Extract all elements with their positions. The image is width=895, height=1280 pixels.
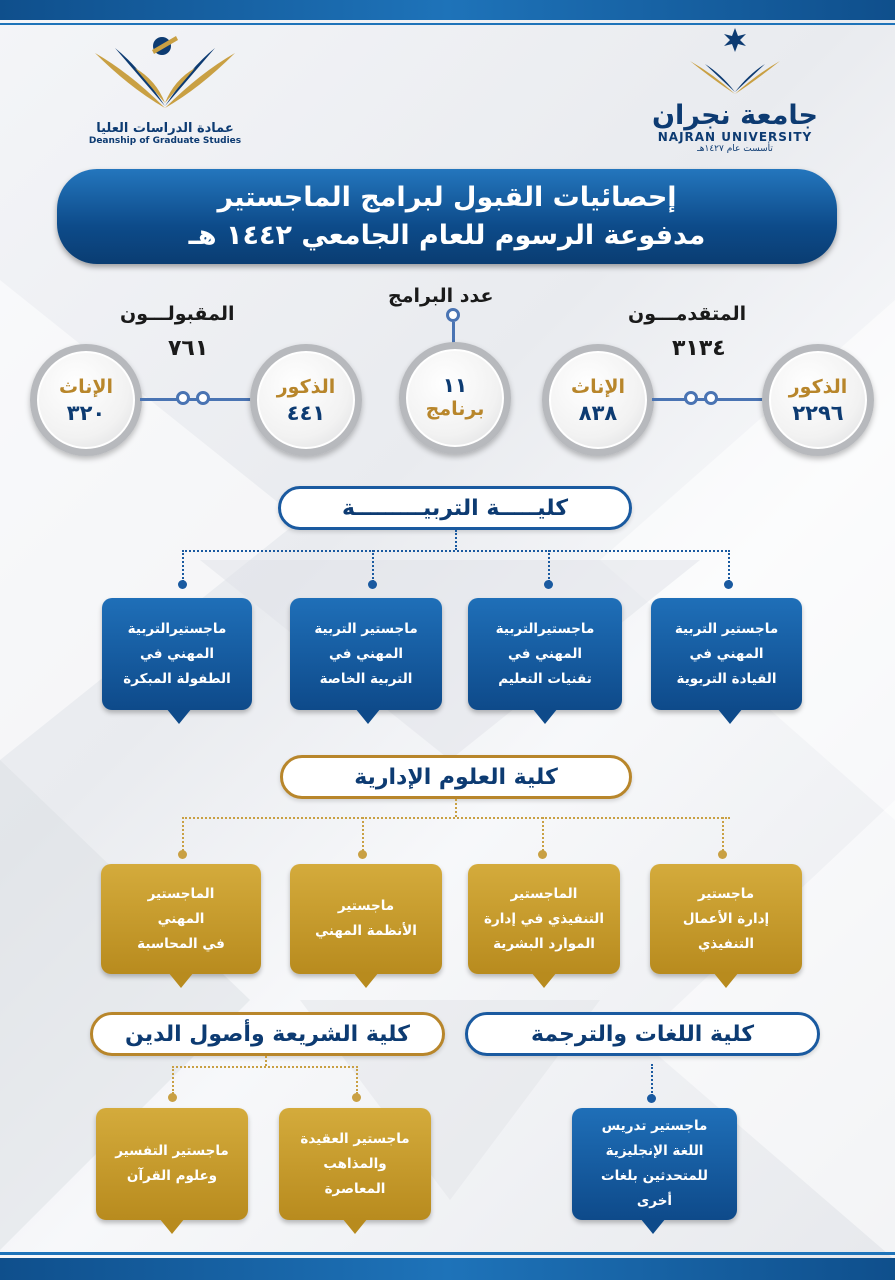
program-name-line: ماجستير [697, 885, 755, 902]
program-name-line: ماجستير العقيدة [300, 1130, 410, 1147]
education-tree-leg-4 [182, 550, 184, 582]
languages-tree-stem [651, 1064, 653, 1096]
program-edu-special-tail [355, 708, 381, 724]
program-admin-systems [290, 864, 442, 974]
program-edu-early-childhood-tail [166, 708, 192, 724]
program-admin-business [650, 864, 802, 974]
program-name-line: التربية الخاصة [319, 670, 413, 687]
program-lang-english [572, 1108, 737, 1220]
program-name-line: المهني في [507, 645, 583, 662]
program-name-line: والمذاهب [323, 1155, 387, 1172]
program-name-line: في المحاسبة [137, 935, 225, 952]
program-name-line: التنفيذي [697, 935, 755, 952]
program-name-line: الماجستير [147, 885, 215, 902]
applicants-female-value: ٨٣٨ [578, 401, 618, 425]
university-emblem-icon [675, 26, 795, 96]
program-name-line: أخرى [636, 1193, 673, 1209]
program-sharia-creed-tail [342, 1218, 368, 1234]
program-name-line: القيادة التربوية [676, 670, 777, 687]
education-tree-stem [455, 530, 457, 550]
program-name-line: ماجستيرالتربية [127, 620, 227, 637]
program-name-line: وعلوم القرآن [126, 1168, 218, 1184]
education-tree-leg-2 [548, 550, 550, 582]
admin-tree-leg-3 [362, 817, 364, 851]
program-name-line: إدارة الأعمال [682, 910, 770, 927]
college-admin-pill: كلية العلوم الإدارية [280, 755, 632, 799]
applicants-total: ٣١٣٤ [672, 336, 726, 361]
applicants-node-2 [704, 391, 718, 405]
accepted-label: المقبولـــون [120, 303, 235, 325]
education-tree-leg-3 [372, 550, 374, 582]
accepted-node-1 [176, 391, 190, 405]
program-name-line: الطفولة المبكرة [123, 670, 231, 687]
education-dot-4 [178, 580, 187, 589]
program-sharia-tafsir [96, 1108, 248, 1220]
accepted-node-2 [196, 391, 210, 405]
university-established: تأسست عام ١٤٢٧هـ [697, 144, 773, 154]
admin-tree-branch [182, 817, 730, 819]
program-admin-accounting [101, 864, 261, 974]
admin-dot-2 [538, 850, 547, 859]
program-name-line: ماجستيرالتربية [495, 620, 595, 637]
education-dot-3 [368, 580, 377, 589]
program-name-line: ماجستير تدريس [601, 1118, 708, 1134]
sharia-tree-leg-1 [356, 1066, 358, 1094]
programs-circle [399, 342, 511, 454]
program-edu-leadership-tail [717, 708, 743, 724]
program-edu-leadership [651, 598, 802, 710]
education-tree-branch [182, 550, 730, 552]
programs-count: ١١ [442, 373, 468, 397]
title-line-1: إحصائيات القبول لبرامج الماجستير [217, 181, 677, 213]
applicants-male-label: الذكور [788, 376, 848, 398]
education-dot-1 [724, 580, 733, 589]
page-title-banner [57, 169, 837, 264]
program-name-line: الماجستير [510, 885, 578, 902]
program-edu-early-childhood [102, 598, 252, 710]
program-name-line: اللغة الإنجليزية [605, 1143, 704, 1159]
deanship-emblem-icon [90, 28, 240, 113]
program-name-line: ماجستير التربية [674, 620, 779, 637]
programs-unit: برنامج [425, 398, 485, 420]
admin-tree-leg-1 [722, 817, 724, 851]
programs-label: عدد البرامج [388, 285, 494, 307]
bottom-band [0, 1258, 895, 1280]
programs-stem [452, 322, 455, 344]
program-admin-hr [468, 864, 620, 974]
college-languages-pill: كلية اللغات والترجمة [465, 1012, 820, 1056]
accepted-total: ٧٦١ [168, 336, 209, 361]
applicants-female-circle [542, 344, 654, 456]
program-name-line: المعاصرة [324, 1180, 386, 1197]
sharia-tree-branch [172, 1066, 358, 1068]
program-lang-english-tail [640, 1218, 666, 1234]
college-sharia-pill: كلية الشريعة وأصول الدين [90, 1012, 445, 1056]
college-education-pill: كليـــــة التربيـــــــــة [278, 486, 632, 530]
program-name-line: للمتحدثين بلغات [601, 1168, 708, 1184]
university-logo [650, 26, 820, 166]
programs-node [446, 308, 460, 322]
admin-dot-3 [358, 850, 367, 859]
program-sharia-creed [279, 1108, 431, 1220]
program-name-line: ماجستير [337, 898, 395, 914]
accepted-female-circle [30, 344, 142, 456]
admin-tree-leg-2 [542, 817, 544, 851]
program-admin-hr-tail [531, 972, 557, 988]
accepted-female-label: الإناث [58, 376, 114, 398]
university-name-en: NAJRAN UNIVERSITY [657, 130, 813, 144]
program-name-line: المهني [157, 910, 205, 927]
deanship-name-en: Deanship of Graduate Studies [88, 136, 242, 146]
sharia-dot-1 [352, 1093, 361, 1102]
admin-dot-1 [718, 850, 727, 859]
deanship-logo [80, 28, 250, 158]
applicants-label: المتقدمـــون [628, 303, 747, 325]
program-admin-systems-tail [353, 972, 379, 988]
program-admin-business-tail [713, 972, 739, 988]
applicants-male-circle [762, 344, 874, 456]
program-name-line: ماجستير التربية [314, 620, 418, 637]
education-dot-2 [544, 580, 553, 589]
program-name-line: المهني في [328, 645, 404, 662]
deanship-name-ar: عمادة الدراسات العليا [96, 121, 234, 136]
program-edu-technology-tail [532, 708, 558, 724]
program-sharia-tafsir-tail [159, 1218, 185, 1234]
languages-dot-1 [647, 1094, 656, 1103]
program-edu-special [290, 598, 442, 710]
accepted-male-value: ٤٤١ [286, 401, 326, 425]
program-edu-technology [468, 598, 622, 710]
program-name-line: المهني في [689, 645, 764, 662]
admin-tree-stem [455, 799, 457, 817]
accepted-male-label: الذكور [276, 376, 336, 398]
applicants-node-1 [684, 391, 698, 405]
sharia-dot-2 [168, 1093, 177, 1102]
accepted-male-circle [250, 344, 362, 456]
program-name-line: التنفيذي في إدارة [484, 910, 604, 927]
program-name-line: المهني في [139, 645, 215, 662]
applicants-male-value: ٢٢٩٦ [792, 401, 844, 425]
university-name-ar: جامعة نجران [651, 100, 819, 131]
program-name-line: الموارد البشرية [493, 935, 595, 952]
sharia-tree-leg-2 [172, 1066, 174, 1094]
admin-dot-4 [178, 850, 187, 859]
admin-tree-leg-4 [182, 817, 184, 851]
program-name-line: ماجستير التفسير [115, 1143, 229, 1159]
program-name-line: الأنظمة المهني [315, 923, 417, 939]
sharia-tree-stem [265, 1056, 267, 1066]
applicants-female-label: الإناث [570, 376, 626, 398]
accepted-female-value: ٣٢٠ [66, 401, 106, 425]
program-name-line: تقنيات التعليم [498, 670, 592, 687]
title-line-2: مدفوعة الرسوم للعام الجامعي ١٤٤٢ هـ [188, 219, 706, 251]
education-tree-leg-1 [728, 550, 730, 582]
program-admin-accounting-tail [168, 972, 194, 988]
top-band [0, 0, 895, 20]
